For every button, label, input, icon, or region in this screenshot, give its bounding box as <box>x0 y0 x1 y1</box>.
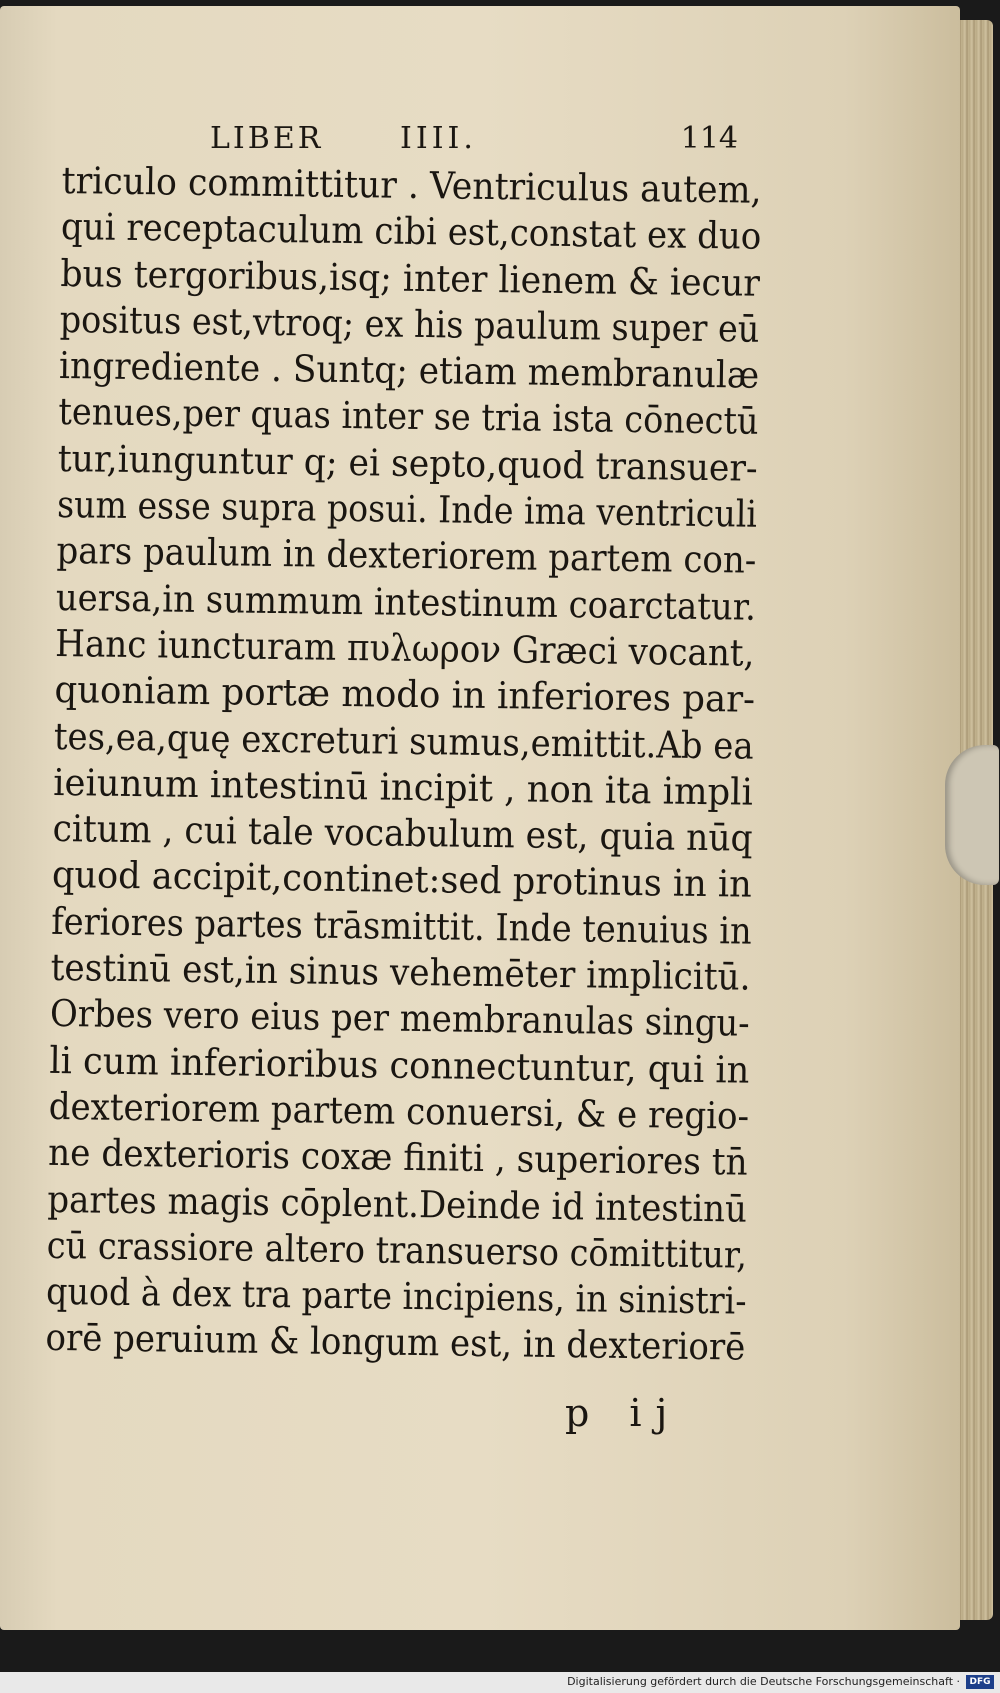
text-line: Orbes vero eius per membranulas singu- <box>49 992 750 1046</box>
folio-number: 114 <box>680 121 738 156</box>
text-line: tes,ea,quę excreturi sumus,emittit.Ab ea <box>53 714 754 768</box>
text-line: tenues,per quas inter se tria ista cōnectū <box>58 390 759 444</box>
text-line: li cum inferioribus connectuntur, qui in <box>49 1038 750 1092</box>
text-line: citum , cui tale vocabulum est, quia nūq <box>52 807 753 860</box>
text-line: quoniam portæ modo in inferiores par- <box>54 668 756 721</box>
text-line: positus est,vtroq; ex his paulum super eū <box>59 297 760 351</box>
body-text <box>45 158 762 1371</box>
text-line: uersa,in summum intestinum coarctatur. <box>55 575 757 629</box>
running-title: LIBER <box>210 121 324 156</box>
dfg-logo-icon: DFG <box>966 1675 994 1689</box>
footer-bar <box>0 1672 1000 1693</box>
text-line: quod à dex tra parte incipiens, in sinistri- <box>45 1270 747 1323</box>
text-line: ingrediente . Suntq; etiam membranulæ <box>58 344 760 397</box>
text-line: ieiunum intestinū incipit , non ita impli <box>52 760 754 814</box>
text-line: qui receptaculum cibi est,constat ex duo <box>60 205 762 259</box>
page-header <box>210 121 750 165</box>
text-line: bus tergoribus,isq; inter lienem & iecur <box>60 251 761 305</box>
funding-credit: Digitalisierung gefördert durch die Deutsche Forschungsgemeinschaft · <box>567 1675 960 1688</box>
text-line: triculo committitur . Ventriculus autem, <box>61 158 762 212</box>
book-page <box>0 6 960 1630</box>
text-line: sum esse supra posui. Inde ima ventriculi <box>56 483 758 536</box>
text-line: feriores partes trāsmittit. Inde tenuius in <box>51 899 753 953</box>
text-line: tur,iunguntur q; ei septo,quod transuer- <box>57 436 758 490</box>
bookmark-tab <box>945 745 999 885</box>
text-line: ne dexterioris coxæ finiti , superiores tn̄ <box>47 1131 748 1184</box>
text-line: dexteriorem partem conuersi, & e regio- <box>48 1084 750 1138</box>
text-line: quod accipit,continet:sed protinus in in <box>51 853 753 907</box>
text-line: testinū est,in sinus vehemēter implicitū. <box>50 945 751 999</box>
text-line: Hanc iuncturam πυλωρον Græci vocant, <box>54 621 755 675</box>
text-line: partes magis cōplent.Deinde id intestinū <box>47 1177 748 1231</box>
book-number: IIII. <box>400 121 477 156</box>
text-line: orē peruium & longum est, in dexteriorē <box>45 1316 746 1370</box>
text-line: pars paulum in dexteriorem partem con- <box>56 529 757 583</box>
text-line: cū crassiore altero transuerso cōmittitur, <box>46 1223 748 1277</box>
signature-mark: p ij <box>565 1391 682 1435</box>
